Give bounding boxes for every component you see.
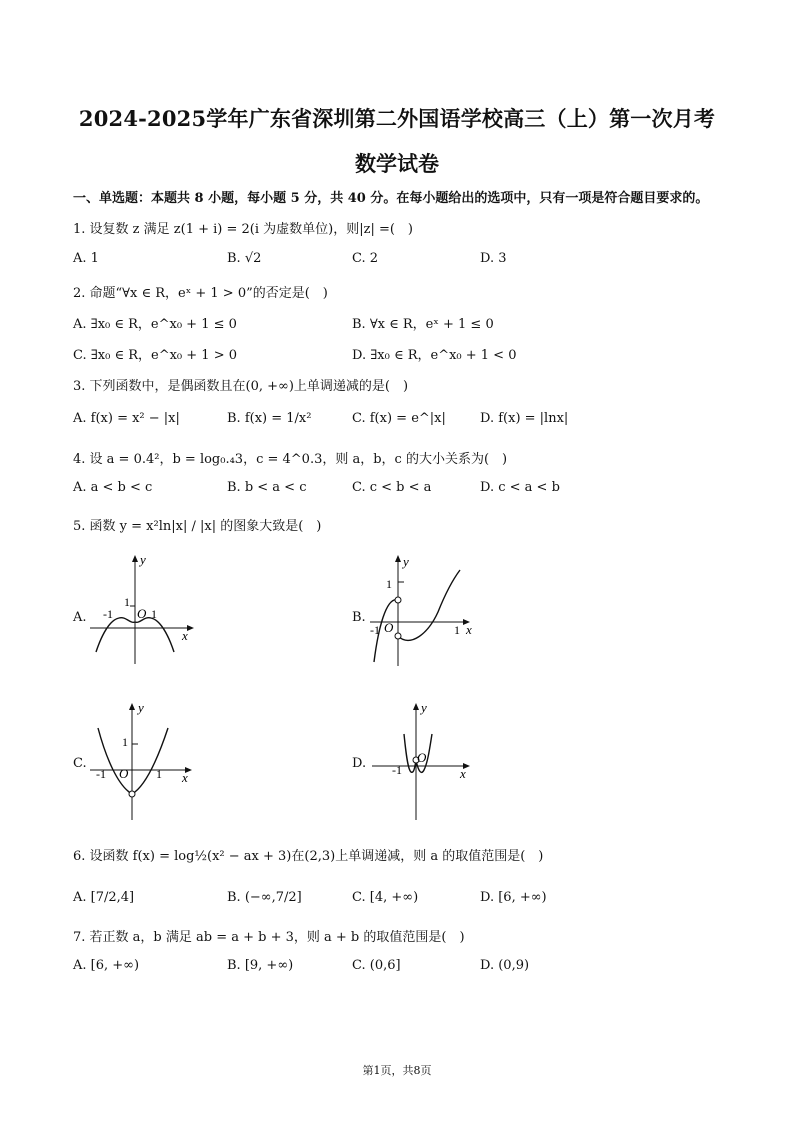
graph-b-origin: O — [384, 620, 394, 635]
graph-b — [366, 552, 478, 670]
question-6-stem: 6. 设函数 f(x) = log½(x² − ax + 3)在(2,3)上单调递减，则 a 的取值范围是( ) — [73, 849, 544, 864]
graph-a — [88, 548, 200, 668]
graph-a-origin: O — [137, 606, 147, 621]
graph-d-x-label: x — [460, 766, 466, 781]
q7-option-a: A. [6, +∞) — [73, 958, 140, 973]
q5-option-d: D. — [352, 756, 367, 771]
q7-option-d: D. (0,9) — [480, 958, 530, 973]
graph-b-tick-1-x: 1 — [454, 623, 460, 637]
graph-b-y-label: y — [403, 554, 409, 569]
q5-option-a: A. — [73, 610, 87, 625]
section-heading: 一、单选题：本题共 8 小题，每小题 5 分，共 40 分。在每小题给出的选项中，只有一项是符合题目要求的。 — [73, 191, 709, 206]
q1-option-c: C. 2 — [352, 251, 379, 266]
graph-c-origin: O — [119, 766, 129, 781]
graph-a-tick-1b: 1 — [151, 607, 157, 621]
q6-option-b: B. (−∞,7/2] — [227, 890, 302, 905]
graph-d-origin: O — [417, 750, 427, 765]
graph-c-tick-1b: 1 — [156, 767, 162, 781]
question-2-stem: 2. 命题“∀x ∈ R，eˣ + 1 > 0”的否定是( ) — [73, 286, 328, 301]
question-5-stem: 5. 函数 y = x²ln|x| / |x| 的图象大致是( ) — [73, 519, 322, 534]
q6-option-c: C. [4, +∞) — [352, 890, 419, 905]
graph-b-tick-1: 1 — [386, 577, 392, 591]
graph-c-y-label: y — [138, 700, 144, 715]
q5-option-b: B. — [352, 610, 366, 625]
question-7-stem: 7. 若正数 a，b 满足 ab = a + b + 3，则 a + b 的取值范围是( ) — [73, 930, 465, 945]
q2-option-d: D. ∃x₀ ∈ R，e^x₀ + 1 < 0 — [352, 348, 517, 363]
q1-option-d: D. 3 — [480, 251, 507, 266]
q7-option-c: C. (0,6] — [352, 958, 401, 973]
q6-option-d: D. [6, +∞) — [480, 890, 547, 905]
graph-d — [366, 698, 478, 824]
q4-option-d: D. c < a < b — [480, 480, 560, 495]
question-4-stem: 4. 设 a = 0.4²，b = log₀.₄3，c = 4^0.3，则 a，b，c 的大小关系为( ) — [73, 452, 508, 467]
page-footer: 第1页，共8页 — [362, 1064, 432, 1077]
q3-option-c: C. f(x) = e^|x| — [352, 411, 446, 426]
q2-option-b: B. ∀x ∈ R，eˣ + 1 ≤ 0 — [352, 317, 494, 332]
q7-option-b: B. [9, +∞) — [227, 958, 294, 973]
q3-option-a: A. f(x) = x² − |x| — [73, 411, 180, 426]
q4-option-b: B. b < a < c — [227, 480, 307, 495]
q3-option-d: D. f(x) = |lnx| — [480, 411, 569, 426]
graph-a-tick-neg1: -1 — [103, 607, 113, 621]
q1-option-b: B. √2 — [227, 251, 262, 266]
graph-d-y-label: y — [421, 700, 427, 715]
graph-d-tick-neg1: -1 — [392, 763, 402, 777]
graph-a-x-label: x — [182, 628, 188, 643]
graph-c-x-label: x — [182, 770, 188, 785]
q4-option-c: C. c < b < a — [352, 480, 432, 495]
exam-subtitle: 数学试卷 — [355, 151, 439, 176]
graph-b-tick-neg1: -1 — [370, 623, 380, 637]
graph-a-y-label: y — [140, 552, 146, 567]
graph-c — [88, 698, 200, 824]
question-1-stem: 1. 设复数 z 满足 z(1 + i) = 2(i 为虚数单位)，则|z| =( ) — [73, 222, 413, 237]
q6-option-a: A. [7/2,4] — [73, 890, 135, 905]
q2-option-a: A. ∃x₀ ∈ R，e^x₀ + 1 ≤ 0 — [73, 317, 237, 332]
question-3-stem: 3. 下列函数中，是偶函数且在(0, +∞)上单调递减的是( ) — [73, 379, 409, 394]
q4-option-a: A. a < b < c — [73, 480, 153, 495]
graph-c-tick-neg1: -1 — [96, 767, 106, 781]
graph-b-x-label: x — [466, 622, 472, 637]
exam-title: 2024-2025学年广东省深圳第二外国语学校高三（上）第一次月考 — [78, 106, 716, 131]
graph-a-tick-1: 1 — [124, 595, 130, 609]
q1-option-a: A. 1 — [73, 251, 99, 266]
q3-option-b: B. f(x) = 1/x² — [227, 411, 312, 426]
q5-option-c: C. — [73, 756, 87, 771]
graph-c-tick-1: 1 — [122, 735, 128, 749]
q2-option-c: C. ∃x₀ ∈ R，e^x₀ + 1 > 0 — [73, 348, 238, 363]
